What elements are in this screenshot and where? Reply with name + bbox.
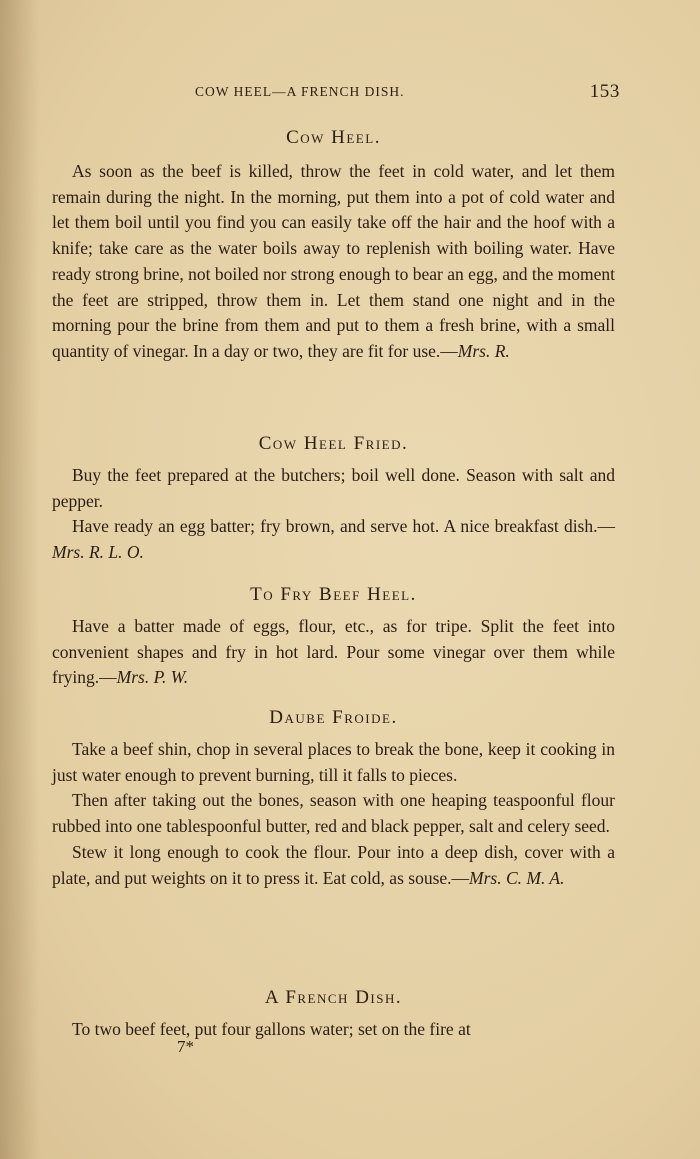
recipe-paragraph — [52, 840, 615, 891]
paragraph-text: To two beef feet, put four gallons water; set on the fire at — [72, 1019, 471, 1039]
paragraph-text: As soon as the beef is killed, throw the feet in cold water, and let them remain during the night. In the morning, put them into a pot of cold water and let them boil until you find you can easily take off the hair and the hoof with a knife; take care as the water boils away to replenish with boiling water. Have ready strong brine, not boiled nor strong enough to bear an egg, and the moment the feet are stripped, throw them in. Let them stand one night and in the morning pour the brine from them and put to them a fresh brine, with a small quantity of vinegar. In a day or two, they are fit for use.— — [52, 161, 615, 361]
recipe-paragraph — [52, 737, 615, 788]
recipe-paragraph — [52, 159, 615, 365]
paragraph-text: Take a beef shin, chop in several places to break the bone, keep it cooking in just water enough to prevent burning, till it falls to pieces. — [52, 739, 615, 785]
paragraph-text: Have ready an egg batter; fry brown, and serve hot. A nice breakfast dish.— — [72, 516, 615, 537]
section-cow-heel — [52, 125, 615, 365]
recipe-attribution: Mrs. C. M. A. — [469, 867, 565, 888]
section-french-dish — [52, 985, 615, 1043]
recipe-heading: Daube Froide. — [269, 707, 398, 728]
page-number: 153 — [589, 81, 620, 102]
recipe-attribution: Mrs. R. L. O. — [52, 542, 144, 563]
signature-mark: 7* — [177, 1037, 194, 1056]
recipe-paragraph — [52, 788, 615, 839]
paragraph-text: Stew it long enough to cook the flour. Pour into a deep dish, cover with a plate, and put weights on it to press it. Eat cold, as souse.— — [52, 841, 615, 888]
section-fry-beef-heel — [52, 582, 615, 691]
paragraph-text: Have a batter made of eggs, flour, etc., as for tripe. Split the feet into convenient shapes and fry in hot lard. Pour some vinegar over them while frying.— — [52, 616, 615, 688]
section-daube-froide — [52, 705, 615, 891]
paragraph-text: Then after taking out the bones, season with one heaping teaspoonful flour rubbed into one tablespoonful butter, red and black pepper, salt and celery seed. — [52, 790, 615, 837]
recipe-heading: Cow Heel Fried. — [258, 433, 409, 454]
recipe-paragraph — [52, 514, 615, 565]
running-title: COW HEEL—A FRENCH DISH. — [195, 84, 405, 99]
recipe-attribution: Mrs. R. — [457, 340, 510, 361]
section-cow-heel-fried — [52, 431, 615, 566]
recipe-paragraph — [52, 1017, 615, 1043]
paragraph-text: Buy the feet prepared at the butchers; boil well done. Season with salt and pepper. — [52, 465, 615, 511]
recipe-paragraph — [52, 463, 615, 514]
recipe-heading: Cow Heel. — [286, 127, 381, 148]
recipe-paragraph — [52, 614, 615, 691]
recipe-heading: A French Dish. — [264, 987, 403, 1008]
recipe-attribution: Mrs. P. W. — [116, 667, 189, 688]
recipe-heading: To Fry Beef Heel. — [250, 584, 417, 605]
